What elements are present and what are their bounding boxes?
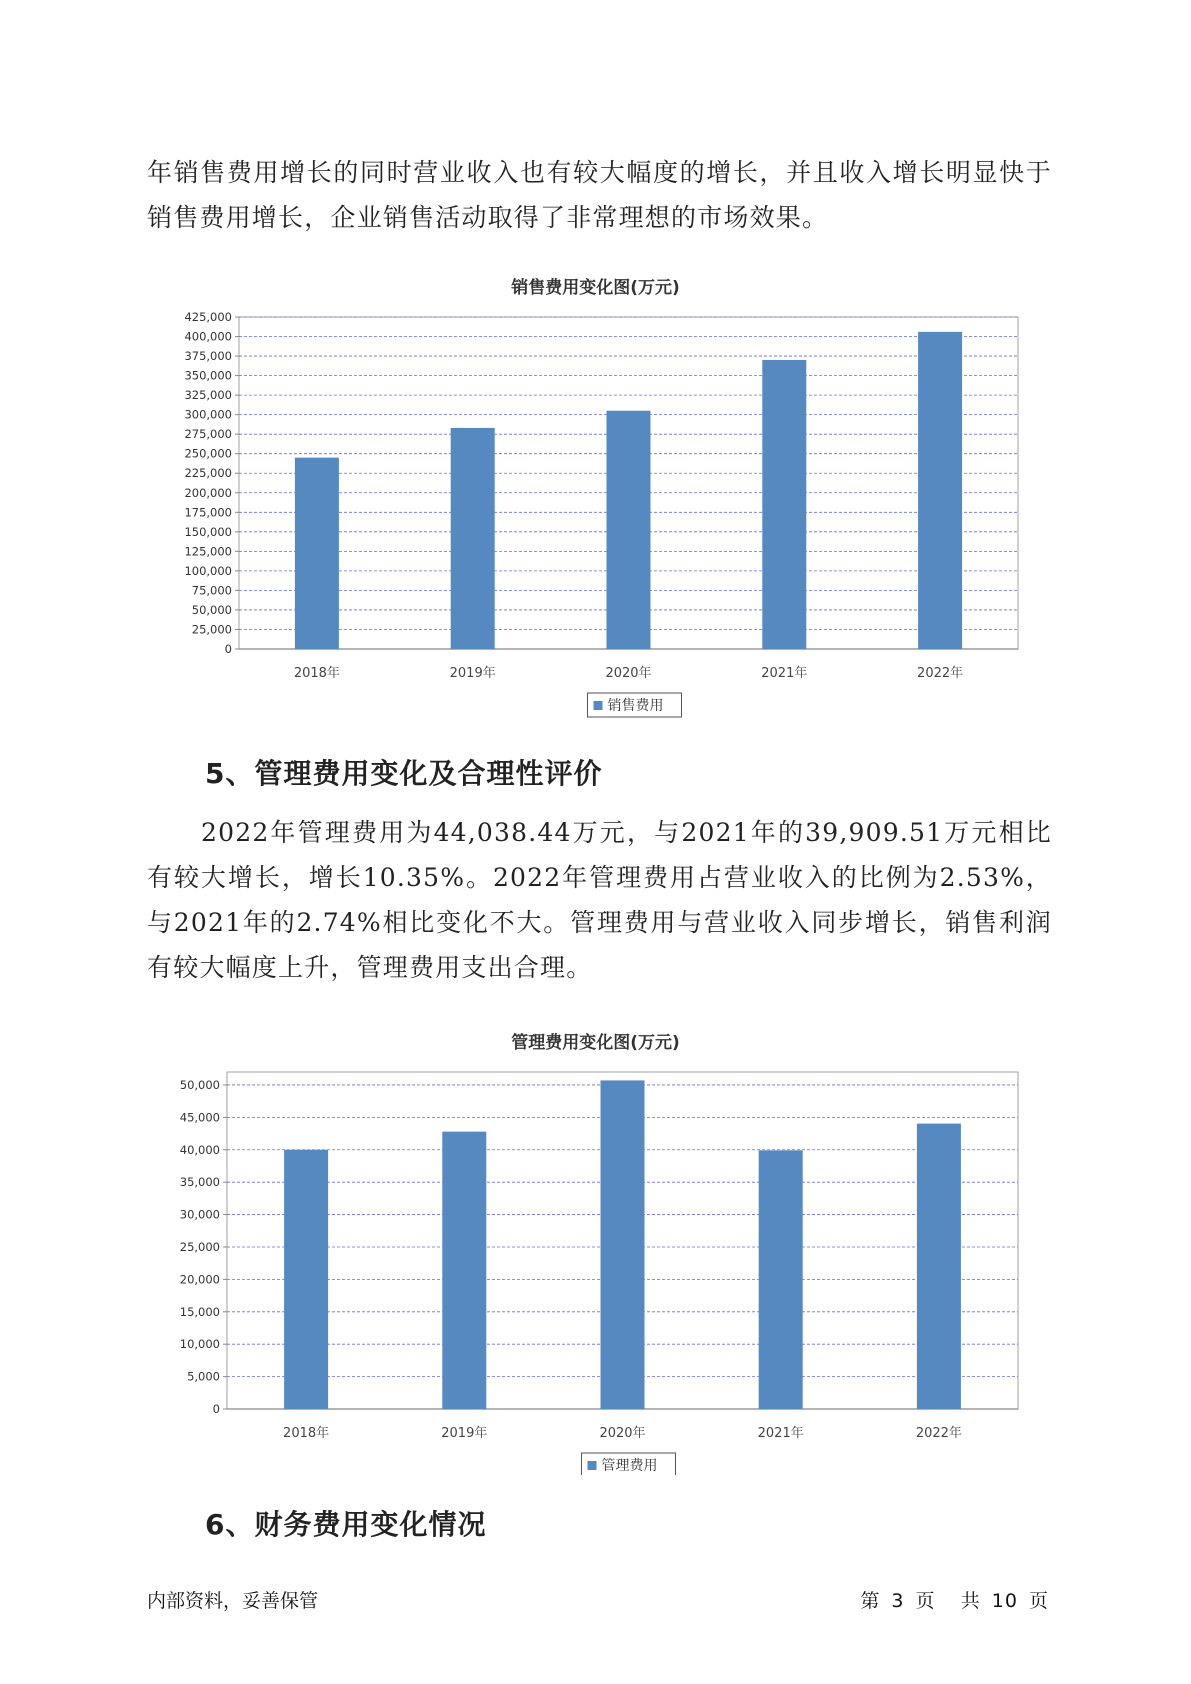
y-tick-label: 250,000: [184, 446, 232, 461]
bar: [762, 360, 806, 649]
y-tick-label: 400,000: [184, 329, 232, 344]
section5-paragraph: 2022年管理费用为44,038.44万元，与2021年的39,909.51万元相比有较大增长，增长10.35%。2022年管理费用占营业收入的比例为2.53%，与2021年的2.74%相比变化不大。管理费用与营业收入同步增长，销售利润有较大幅度上升，管理费用支出合理。: [147, 818, 1052, 982]
y-tick-label: 10,000: [179, 1337, 220, 1352]
intro-paragraph: 年销售费用增长的同时营业收入也有较大幅度的增长，并且收入增长明显快于销售费用增长，企业销售活动取得了非常理想的市场效果。: [147, 158, 1052, 232]
bar: [601, 1080, 645, 1409]
bar: [442, 1132, 486, 1409]
y-tick-label: 40,000: [179, 1142, 220, 1157]
y-tick-label: 425,000: [184, 310, 232, 324]
legend-swatch: [588, 1461, 597, 1470]
y-tick-label: 50,000: [191, 602, 232, 617]
x-tick-label: 2019年: [441, 1426, 488, 1441]
page-number: 3: [891, 1590, 905, 1612]
y-tick-label: 300,000: [184, 407, 232, 422]
chart1-title: 销售费用变化图(万元): [511, 278, 680, 298]
y-tick-label: 75,000: [191, 583, 232, 598]
y-tick-label: 50,000: [179, 1077, 220, 1092]
y-tick-label: 0: [212, 1402, 220, 1416]
bar: [759, 1150, 803, 1409]
total-label-post: 页: [1028, 1590, 1049, 1612]
x-tick-label: 2018年: [293, 666, 340, 681]
y-tick-label: 200,000: [184, 485, 232, 500]
bar: [284, 1150, 328, 1409]
footer-confidential-note: 内部资料，妥善保管: [147, 1590, 319, 1612]
x-tick-label: 2020年: [599, 1426, 646, 1441]
page-label-mid: 页: [915, 1590, 936, 1612]
y-tick-label: 15,000: [179, 1304, 220, 1319]
x-tick-label: 2021年: [757, 1426, 804, 1441]
page-label-pre: 第: [860, 1590, 881, 1612]
total-pages: 10: [991, 1590, 1018, 1612]
bar: [918, 332, 962, 649]
y-tick-label: 175,000: [184, 505, 232, 520]
chart2-title: 管理费用变化图(万元): [511, 1033, 680, 1053]
sales-expense-chart: [0, 300, 1191, 720]
y-tick-label: 45,000: [179, 1110, 220, 1125]
legend-label: 销售费用: [607, 698, 664, 714]
y-tick-label: 0: [224, 642, 232, 656]
admin-expense-chart: [0, 1055, 1191, 1475]
y-tick-label: 100,000: [184, 563, 232, 578]
y-tick-label: 150,000: [184, 524, 232, 539]
bar: [607, 411, 651, 649]
y-tick-label: 5,000: [187, 1369, 220, 1384]
bar: [451, 428, 495, 649]
y-tick-label: 20,000: [179, 1272, 220, 1287]
y-tick-label: 350,000: [184, 368, 232, 383]
y-tick-label: 35,000: [179, 1175, 220, 1190]
legend-swatch: [594, 701, 603, 710]
y-tick-label: 25,000: [179, 1239, 220, 1254]
x-tick-label: 2020年: [605, 666, 652, 681]
x-tick-label: 2022年: [917, 666, 964, 681]
bar: [295, 458, 339, 649]
total-label-pre: 共: [960, 1590, 981, 1612]
y-tick-label: 25,000: [191, 622, 232, 637]
x-tick-label: 2018年: [283, 1426, 330, 1441]
x-tick-label: 2022年: [915, 1426, 962, 1441]
y-tick-label: 125,000: [184, 544, 232, 559]
legend-label: 管理费用: [601, 1458, 658, 1474]
y-tick-label: 375,000: [184, 349, 232, 364]
x-tick-label: 2021年: [761, 666, 808, 681]
y-tick-label: 325,000: [184, 388, 232, 403]
y-tick-label: 225,000: [184, 466, 232, 481]
y-tick-label: 30,000: [179, 1207, 220, 1222]
x-tick-label: 2019年: [449, 666, 496, 681]
section6-heading: 6、财务费用变化情况: [205, 1508, 487, 1541]
section5-heading: 5、管理费用变化及合理性评价: [205, 757, 603, 790]
y-tick-label: 275,000: [184, 427, 232, 442]
bar: [917, 1124, 961, 1409]
footer-page-indicator: [858, 1586, 1051, 1613]
